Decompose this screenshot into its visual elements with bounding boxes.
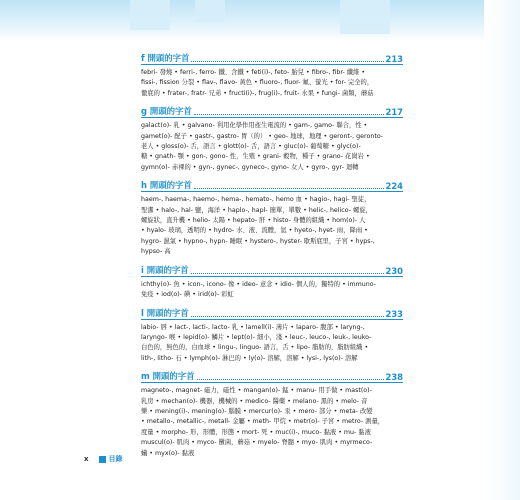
- section-entries: [141, 68, 403, 99]
- entry-line: labio- 唇 • lact-, lacti-, lacto- 乳 • lamell(i)- 薄片 • laparo- 腹部 • laryng-,: [141, 323, 365, 331]
- entry-line: • metallo-, metallic-, metall- 金屬 • meth- 甲烷 • metr(o)- 子宮 • metro- 測量，: [141, 418, 385, 426]
- leader-dots: [194, 187, 384, 189]
- section-title: l 開頭的字首: [141, 307, 189, 318]
- section-entries: [141, 323, 403, 365]
- entry-line: 乳房 • mechan(o)- 機器，機械的 • medico- 醫藥 • melano- 黑的 • melo- 音: [141, 397, 368, 405]
- section-g: [141, 103, 403, 173]
- entry-line: 聖潔 • halo-, hal- 鹽，海洋 • haplo-, hapl- 簡單，單數 • helic-, helico- 螺旋，: [141, 206, 372, 214]
- entry-line: febri- 發燒 • ferri-, ferro- 鐵、含鐵 • feti(i)-, feto- 胎兒 • fibro-, fibr- 纖維 •: [141, 69, 366, 76]
- section-title: i 開頭的字首: [141, 264, 189, 275]
- index-content: [141, 50, 403, 463]
- entry-line: 老人 • gloss(o)- 舌，語言 • glott(o)- 舌，語言 • gluc(o)- 葡萄糖 • glyc(o)-: [141, 143, 361, 151]
- section-entries: [141, 121, 403, 173]
- entry-line: lith-, litho- 石 • lymph(o)- 淋巴的 • ly(o)- 溶解，溶解 • lysi-, lys(o)- 溶解: [141, 354, 358, 362]
- section-page: 213: [385, 54, 403, 64]
- section-title: f 開頭的字首: [141, 53, 190, 63]
- entry-line: • hyalo- 玻璃，透明的 • hydro- 水、液、流體，氫 • hyeto-, hyet- 雨，降雨 •: [141, 227, 368, 235]
- entry-line: magneto-, magnet- 磁力，磁性 • mangan(o)- 錳 • manu- 用手做 • mast(o)-: [141, 387, 372, 395]
- section-page: 224: [385, 181, 403, 192]
- section-heading: [141, 305, 403, 320]
- section-i: [141, 262, 403, 301]
- section-entries: [141, 195, 403, 257]
- section-title: g 開頭的字首: [141, 106, 192, 117]
- section-m: [141, 368, 403, 459]
- entry-line: gymn(o)- 赤裸的 • gyn-, gynec-, gyneco-, gyno- 女人 • gyro-, gyr- 迴轉: [141, 163, 359, 171]
- entry-line: hygro- 濕氣 • hypno-, hypn- 睡眠 • hystero-, hyster- 歇斯底里，子宮 • hyps-,: [141, 237, 375, 245]
- section-l: [141, 305, 403, 365]
- section-heading: [141, 50, 403, 65]
- entry-line: gamet(o)- 配子 • gastr-, gastro- 胃（的） • geo- 地球，地理 • geront-, geronto-: [141, 132, 384, 140]
- entry-line: 蟻 • myx(o)- 黏液: [141, 449, 195, 457]
- entry-line: ichthy(o)- 魚 • icon-, icono- 像 • ideo- 意念 • idio- 個人的，獨特的 • immuno-: [141, 280, 377, 288]
- section-page: 233: [385, 308, 403, 319]
- entry-line: 徹底的 • frater-, fratr- 兄弟 • fructi(i)-, frug(i)-, fruit- 水果 • fungi- 菌類，蘑菇: [141, 89, 374, 97]
- section-f: [141, 50, 403, 99]
- section-title: m 開頭的字首: [141, 371, 195, 382]
- section-title: h 開頭的字首: [141, 180, 192, 191]
- page-number: x: [84, 455, 89, 463]
- section-page: 217: [385, 107, 403, 118]
- entry-line: 螺旋狀，直升機 • helio- 太陽 • hepato- 肝 • histo- 身體的組織 • hom(o)- 人: [141, 217, 366, 225]
- entry-line: 免疫 • iod(o)- 碘 • irid(o)- 彩虹: [141, 291, 234, 299]
- section-heading: [141, 262, 403, 277]
- entry-line: 樂 • mening(i)-, mening(o)- 腦膜 • mercur(o)- 汞 • mero- 部分 • meta- 改變: [141, 407, 373, 415]
- leader-dots: [194, 113, 384, 115]
- side-strip: [484, 0, 520, 500]
- leader-dots: [191, 272, 384, 274]
- section-page: 238: [385, 372, 403, 383]
- entry-line: haem-, haema-, haemo-, hema-, hemato-, hemo 血 • hagio-, hagi- 聖徒，: [141, 196, 371, 204]
- section-entries: [141, 386, 403, 459]
- section-heading: [141, 368, 403, 383]
- footer-marker: [99, 456, 106, 463]
- leader-dots: [197, 378, 384, 380]
- decorative-square: [130, 0, 170, 30]
- leader-dots: [191, 60, 383, 62]
- section-entries: [141, 280, 403, 301]
- entry-line: fissi-, fission 分裂 • flav-, flavo- 黃色 • fluoro-, fluor- 氟、螢光 • for- 完全的，: [141, 79, 374, 87]
- page-footer: [84, 454, 123, 464]
- decorative-square: [340, 0, 390, 34]
- entry-line: 糖 • gnath- 顎 • gon-, gono- 性，生殖 • grani- 穀物，種子 • grano- 花崗岩 •: [141, 153, 370, 161]
- section-heading: [141, 103, 403, 118]
- entry-line: 度量 • morpho- 形，形體，形態 • mort- 死 • muc(i)-, muco- 黏液 • mu- 黏液: [141, 428, 371, 436]
- entry-line: 白色的，無色的，白血球 • lingu-, linguo- 語言，舌 • lipo- 脂肪的，脂肪組織 •: [141, 344, 369, 352]
- section-heading: [141, 177, 403, 192]
- leader-dots: [191, 315, 384, 317]
- decorative-square: [195, 0, 225, 22]
- entry-line: muscul(o)- 肌肉 • myco- 黴菌，蘑菇 • myelo- 脊髓 • myo- 肌肉 • myrmeco-: [141, 439, 373, 447]
- header-band: [0, 0, 520, 42]
- entry-line: hypso- 高: [141, 248, 171, 256]
- footer-label: 目錄: [108, 455, 123, 463]
- entry-line: laryngo- 喉 • lepid(o)- 鱗片 • lept(o)- 細小，淺 • leuc-, leuco-, leuk-, leuko-: [141, 333, 372, 341]
- entry-line: galact(o)- 乳 • galvano- 利用化學作用產生電流的 • gam-, gamo- 聯合，性 •: [141, 122, 368, 130]
- section-page: 230: [385, 265, 403, 276]
- section-h: [141, 177, 403, 257]
